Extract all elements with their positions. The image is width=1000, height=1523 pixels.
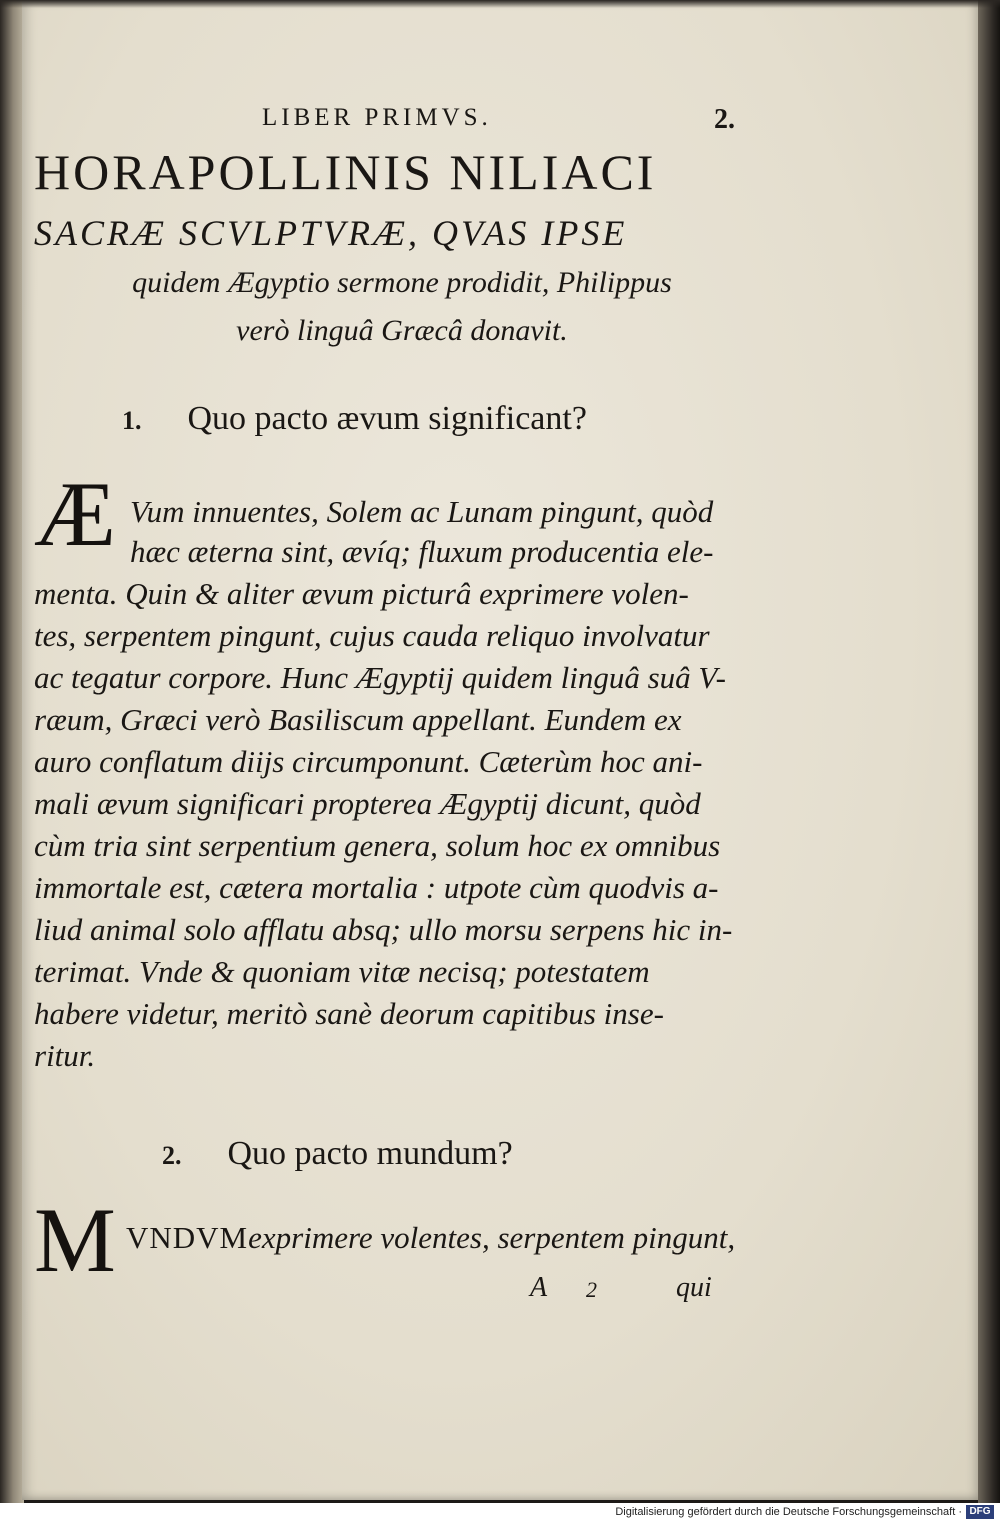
section-1-line: tes, serpentem pingunt, cujus cauda reliquo involvatur (34, 618, 710, 653)
page-left-edge (0, 0, 24, 1503)
signature-mark: A (530, 1272, 548, 1303)
catchword: qui (676, 1272, 712, 1303)
section-2-first-line-rest: exprimere volentes, serpentem pingunt, (248, 1220, 736, 1255)
section-1-line: ritur. (34, 1038, 96, 1073)
dfg-logo: DFG (966, 1505, 994, 1519)
section-1-heading (122, 400, 587, 438)
section-1-line: mali ævum significari propterea Ægyptij dicunt, quòd (34, 786, 701, 821)
title-line-4: verò linguâ Græcâ donavit. (236, 314, 568, 347)
section-1-title: Quo pacto ævum significant? (187, 400, 587, 437)
signature-number: 2 (586, 1277, 597, 1302)
section-1-line: menta. Quin & aliter ævum picturâ exprimere volen- (34, 576, 689, 611)
section-2-drop-cap: M (34, 1189, 116, 1291)
page-text (22, 0, 982, 1500)
section-1-line: immortale est, cætera mortalia : utpote cùm quodvis a- (34, 870, 719, 905)
section-2-title: Quo pacto mundum? (227, 1135, 513, 1172)
title-line-3: quidem Ægyptio sermone prodidit, Philippus (132, 266, 672, 299)
footer-credit: Digitalisierung gefördert durch die Deutsche Forschungsgemeinschaft · (615, 1506, 962, 1518)
section-2-heading (162, 1135, 513, 1173)
section-1-line: terimat. Vnde & quoniam vitæ necisq; potestatem (34, 954, 650, 989)
section-1-line: cùm tria sint serpentium genera, solum hoc ex omnibus (34, 828, 721, 863)
section-2-first-word: VNDVM (126, 1220, 249, 1255)
title-line-1: HORAPOLLINIS NILIACI (34, 144, 657, 200)
running-head: LIBER PRIMVS. (262, 104, 492, 131)
section-1-line: liud animal solo afflatu absq; ullo morsu serpens hic in- (34, 912, 733, 947)
section-1-line: ræum, Græci verò Basiliscum appellant. Eundem ex (34, 702, 682, 737)
title-line-2: SACRÆ SCVLPTVRÆ, QVAS IPSE (34, 213, 628, 253)
section-2-line (126, 1222, 735, 1253)
section-1-line: Vum innuentes, Solem ac Lunam pingunt, quòd (130, 494, 714, 529)
section-1-number: 1. (122, 406, 142, 435)
section-2-number: 2. (162, 1141, 182, 1170)
section-1-line: auro conflatum diijs circumponunt. Cæterùm hoc ani- (34, 744, 703, 779)
section-1-line: ac tegatur corpore. Hunc Ægyptij quidem linguâ suâ V- (34, 660, 726, 695)
section-1-line: hæc æterna sint, ævíq; fluxum producentia ele- (130, 534, 714, 569)
section-1-drop-cap: Æ (34, 463, 116, 565)
section-1-line: habere videtur, meritò sanè deorum capitibus inse- (34, 996, 664, 1031)
page-number: 2. (714, 104, 735, 135)
